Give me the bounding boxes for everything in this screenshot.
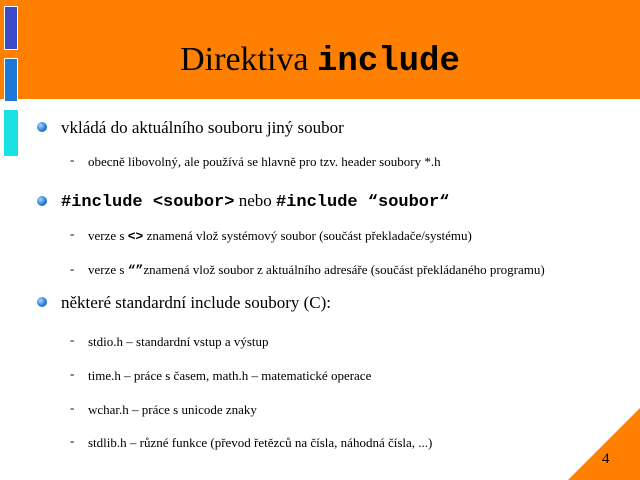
corner-decoration: [568, 408, 640, 480]
dash-icon: -: [70, 226, 75, 241]
bullet-1-text: vkládá do aktuálního souboru jiný soubor: [61, 118, 344, 137]
sub-item-code: <>: [127, 229, 144, 244]
page-number: 4: [602, 451, 610, 467]
sub-item: time.h – práce s časem, math.h – matematické operace: [88, 368, 372, 383]
decoration-block-3: [4, 110, 18, 156]
bullet-3-text: některé standardní include soubory (C):: [61, 293, 332, 312]
sub-item: [88, 228, 472, 245]
bullet-2-connector: nebo: [234, 191, 276, 210]
dash-icon: -: [70, 261, 75, 276]
include-system-code: #include <soubor>: [61, 193, 235, 212]
title-text: Direktiva: [180, 41, 318, 78]
bullet-2-text: [61, 191, 449, 213]
sub-item-prefix: verze s: [88, 262, 128, 277]
sub-item-code: “”: [127, 263, 144, 278]
sub-item: [88, 262, 545, 279]
header-divider: [0, 99, 640, 101]
bullet-icon: [37, 196, 47, 206]
dash-icon: -: [70, 400, 75, 415]
slide-title: [0, 38, 640, 84]
dash-icon: -: [70, 433, 75, 448]
sub-item-prefix: verze s: [88, 228, 128, 243]
title-code: include: [317, 43, 460, 81]
sub-item: stdlib.h – různé funkce (převod řetězců na čísla, náhodná čísla, ...): [88, 435, 433, 450]
sub-item: stdio.h – standardní vstup a výstup: [88, 334, 269, 349]
bullet-icon: [37, 297, 47, 307]
sub-item: wchar.h – práce s unicode znaky: [88, 402, 257, 417]
dash-icon: -: [70, 366, 75, 381]
dash-icon: -: [70, 332, 75, 347]
bullet-icon: [37, 122, 47, 132]
include-local-code: #include “soubor“: [275, 193, 450, 212]
sub-item-suffix: znamená vlož soubor z aktuálního adresáře (součást překládaného programu): [143, 262, 545, 277]
dash-icon: -: [70, 152, 75, 167]
sub-item-suffix: znamená vlož systémový soubor (součást překladače/systému): [143, 228, 472, 243]
sub-item: obecně libovolný, ale používá se hlavně pro tzv. header soubory *.h: [88, 154, 441, 169]
